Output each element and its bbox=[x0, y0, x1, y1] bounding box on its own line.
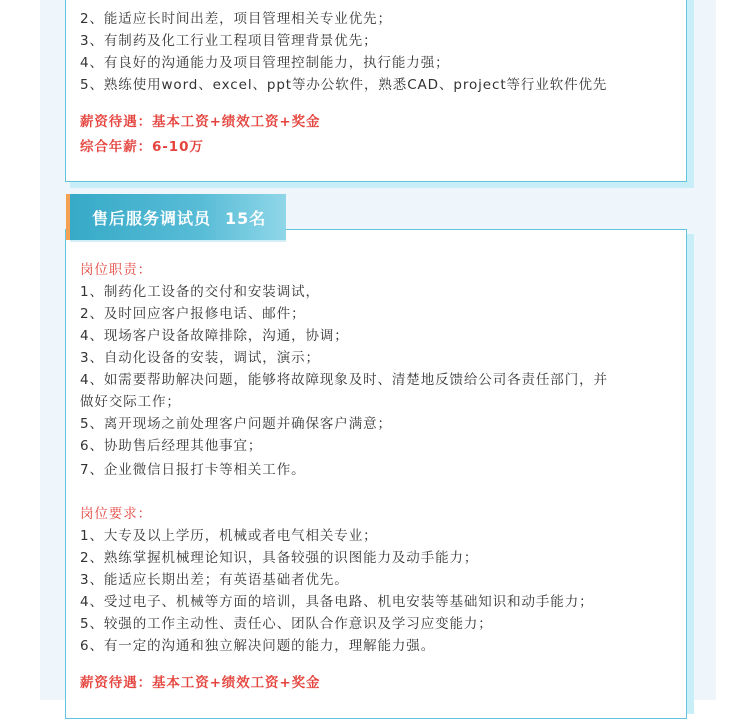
requirements-label: 岗位要求： bbox=[80, 506, 152, 522]
requirement-item: 2、熟练掌握机械理论知识，具备较强的识图能力及动手能力； bbox=[80, 550, 479, 566]
top-salary-line: 薪资待遇：基本工资+绩效工资+奖金 bbox=[80, 114, 321, 130]
job-headcount: 15名 bbox=[225, 209, 267, 228]
duty-item: 5、离开现场之前处理客户问题并确保客户满意； bbox=[80, 416, 392, 432]
job-title: 售后服务调试员 bbox=[92, 209, 212, 228]
duty-item: 6、协助售后经理其他事宜； bbox=[80, 438, 263, 454]
duties-label: 岗位职责： bbox=[80, 262, 152, 278]
salary-line: 薪资待遇：基本工资+绩效工资+奖金 bbox=[80, 675, 321, 691]
requirement-item: 4、受过电子、机械等方面的培训，具备电路、机电安装等基础知识和动手能力； bbox=[80, 594, 594, 610]
requirement-item: 5、较强的工作主动性、责任心、团队合作意识及学习应变能力； bbox=[80, 616, 493, 632]
job-header-text bbox=[92, 206, 266, 229]
top-requirement-4: 4、有良好的沟通能力及项目管理控制能力，执行能力强； bbox=[80, 55, 450, 71]
top-requirement-2: 2、能适应长时间出差，项目管理相关专业优先； bbox=[80, 11, 392, 27]
top-requirement-3: 3、有制药及化工行业工程项目管理背景优先； bbox=[80, 33, 378, 49]
duty-item: 2、及时回应客户报修电话、邮件； bbox=[80, 306, 306, 322]
duty-item: 4、如需要帮助解决问题，能够将故障现象及时、清楚地反馈给公司各责任部门，并 bbox=[80, 372, 608, 388]
duty-item: 1、制药化工设备的交付和安装调试， bbox=[80, 284, 320, 300]
top-annual-salary-line: 综合年薪：6-10万 bbox=[80, 139, 204, 155]
duty-item: 3、自动化设备的安装，调试，演示； bbox=[80, 350, 320, 366]
job-header bbox=[66, 194, 286, 240]
duty-item: 4、现场客户设备故障排除，沟通，协调； bbox=[80, 328, 349, 344]
requirement-item: 1、大专及以上学历，机械或者电气相关专业； bbox=[80, 528, 378, 544]
requirement-item: 3、能适应长期出差；有英语基础者优先。 bbox=[80, 572, 349, 588]
requirement-item: 6、有一定的沟通和独立解决问题的能力，理解能力强。 bbox=[80, 638, 436, 654]
duty-item-continued: 做好交际工作； bbox=[80, 394, 181, 410]
top-requirement-5: 5、熟练使用word、excel、ppt等办公软件，熟悉CAD、project等行业软件优先 bbox=[80, 77, 608, 93]
duty-item: 7、企业微信日报打卡等相关工作。 bbox=[80, 462, 306, 478]
